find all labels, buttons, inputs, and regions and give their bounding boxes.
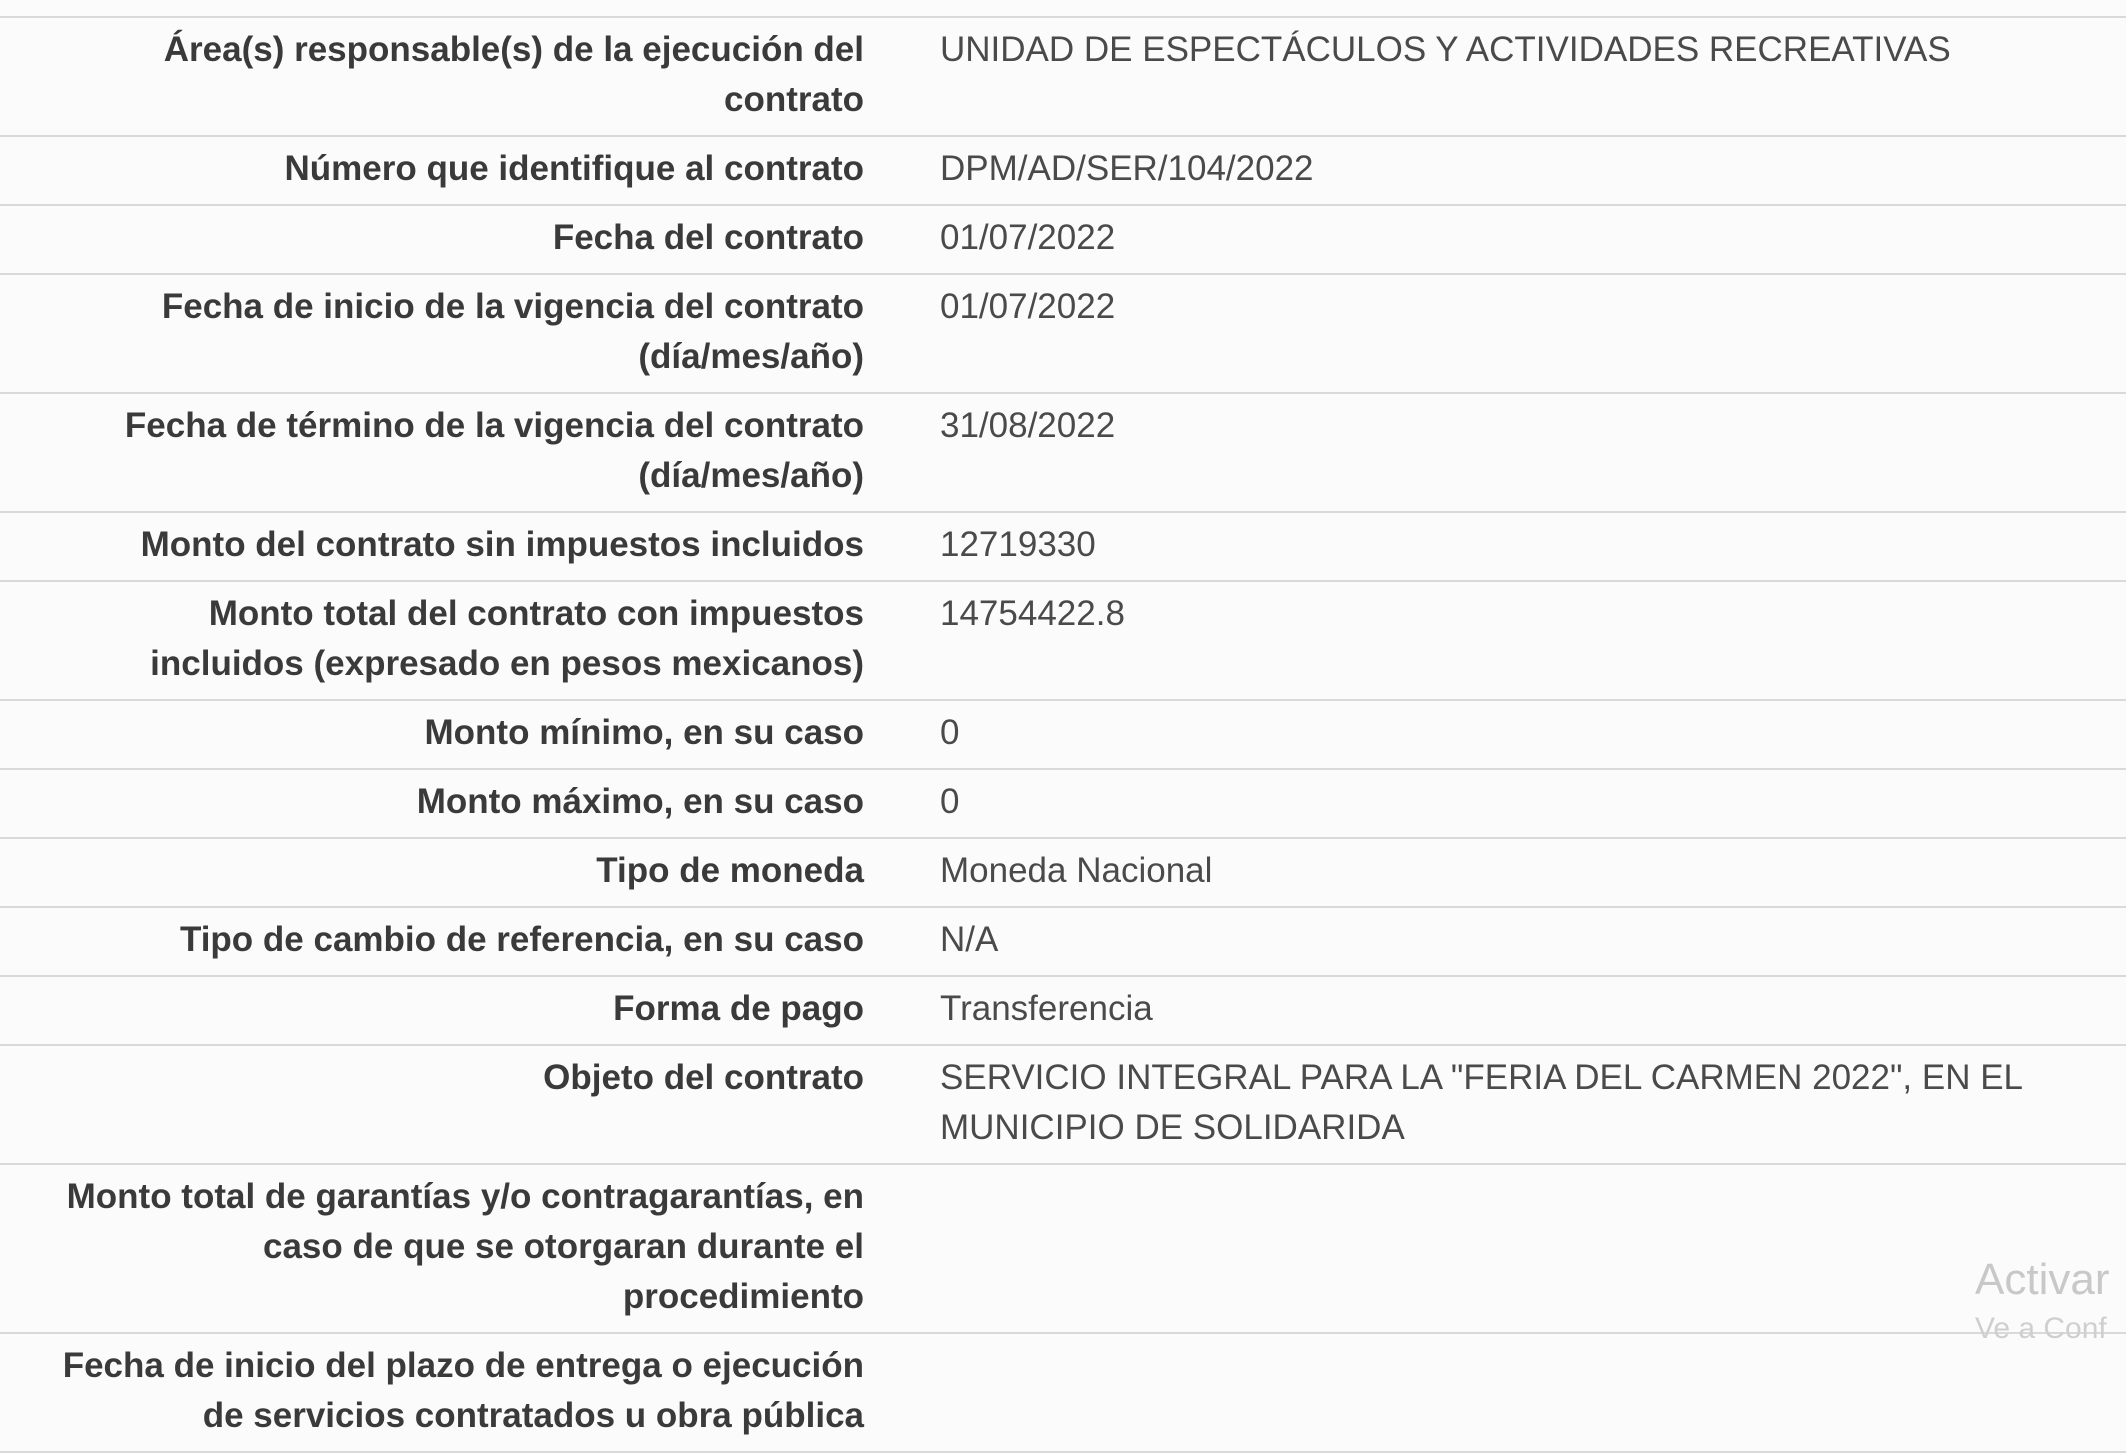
field-value: 01/07/2022 [940, 287, 1116, 326]
field-label: Fecha de inicio del plazo de entrega o ejecución de servicios contratados u obra pública [62, 1346, 864, 1435]
field-value: 31/08/2022 [940, 406, 1116, 445]
watermark-subtitle: Ve a Conf [1975, 1312, 2107, 1345]
field-label: Área(s) responsable(s) de la ejecución del contrato [163, 30, 864, 119]
row-monto-garantias [0, 1165, 2126, 1334]
field-label: Objeto del contrato [543, 1058, 864, 1097]
row-forma-pago [0, 977, 2126, 1046]
field-label: Fecha del contrato [552, 218, 864, 257]
field-label: Monto mínimo, en su caso [424, 713, 864, 752]
row-monto-maximo [0, 770, 2126, 839]
field-value: UNIDAD DE ESPECTÁCULOS Y ACTIVIDADES RECREATIVAS [940, 30, 1951, 69]
field-label: Monto máximo, en su caso [416, 782, 864, 821]
field-label: Forma de pago [613, 989, 864, 1028]
field-value: 01/07/2022 [940, 218, 1116, 257]
field-value: DPM/AD/SER/104/2022 [940, 149, 1314, 188]
row-numero-contrato [0, 137, 2126, 206]
field-label: Monto total del contrato con impuestos incluidos (expresado en pesos mexicanos) [150, 594, 864, 683]
field-label: Fecha de término de la vigencia del contrato (día/mes/año) [124, 406, 864, 495]
field-label: Monto total de garantías y/o contragarantías, en caso de que se otorgaran durante el procedimiento [66, 1177, 864, 1316]
row-fecha-contrato [0, 206, 2126, 275]
field-value [940, 1165, 2126, 1332]
windows-activation-watermark [1975, 1255, 2109, 1349]
field-value: 12719330 [940, 525, 1096, 564]
field-label: Fecha de inicio de la vigencia del contrato (día/mes/año) [161, 287, 864, 376]
row-fecha-termino-vigencia [0, 394, 2126, 513]
row-monto-sin-impuestos [0, 513, 2126, 582]
watermark-title: Activar [1975, 1255, 2110, 1304]
field-label: Tipo de cambio de referencia, en su caso [179, 920, 864, 959]
field-value: Transferencia [940, 989, 1153, 1028]
row-tipo-moneda [0, 839, 2126, 908]
row-objeto-contrato [0, 1046, 2126, 1165]
field-value: SERVICIO INTEGRAL PARA LA "FERIA DEL CARMEN 2022", EN EL MUNICIPIO DE SOLIDARIDA [940, 1058, 2024, 1147]
field-value: 14754422.8 [940, 594, 1125, 633]
field-value: Moneda Nacional [940, 851, 1213, 890]
row-fecha-inicio-plazo-entrega [0, 1334, 2126, 1453]
row-area-responsable [0, 18, 2126, 137]
row-tipo-cambio [0, 908, 2126, 977]
contract-detail-table [0, 18, 2126, 1453]
field-label: Número que identifique al contrato [284, 149, 864, 188]
field-value: 0 [940, 713, 960, 752]
field-value [940, 1334, 2126, 1451]
field-label: Monto del contrato sin impuestos incluidos [140, 525, 864, 564]
row-monto-con-impuestos [0, 582, 2126, 701]
field-value: N/A [940, 920, 999, 959]
row-monto-minimo [0, 701, 2126, 770]
row-fecha-inicio-vigencia [0, 275, 2126, 394]
field-label: Tipo de moneda [596, 851, 864, 890]
field-value: 0 [940, 782, 960, 821]
